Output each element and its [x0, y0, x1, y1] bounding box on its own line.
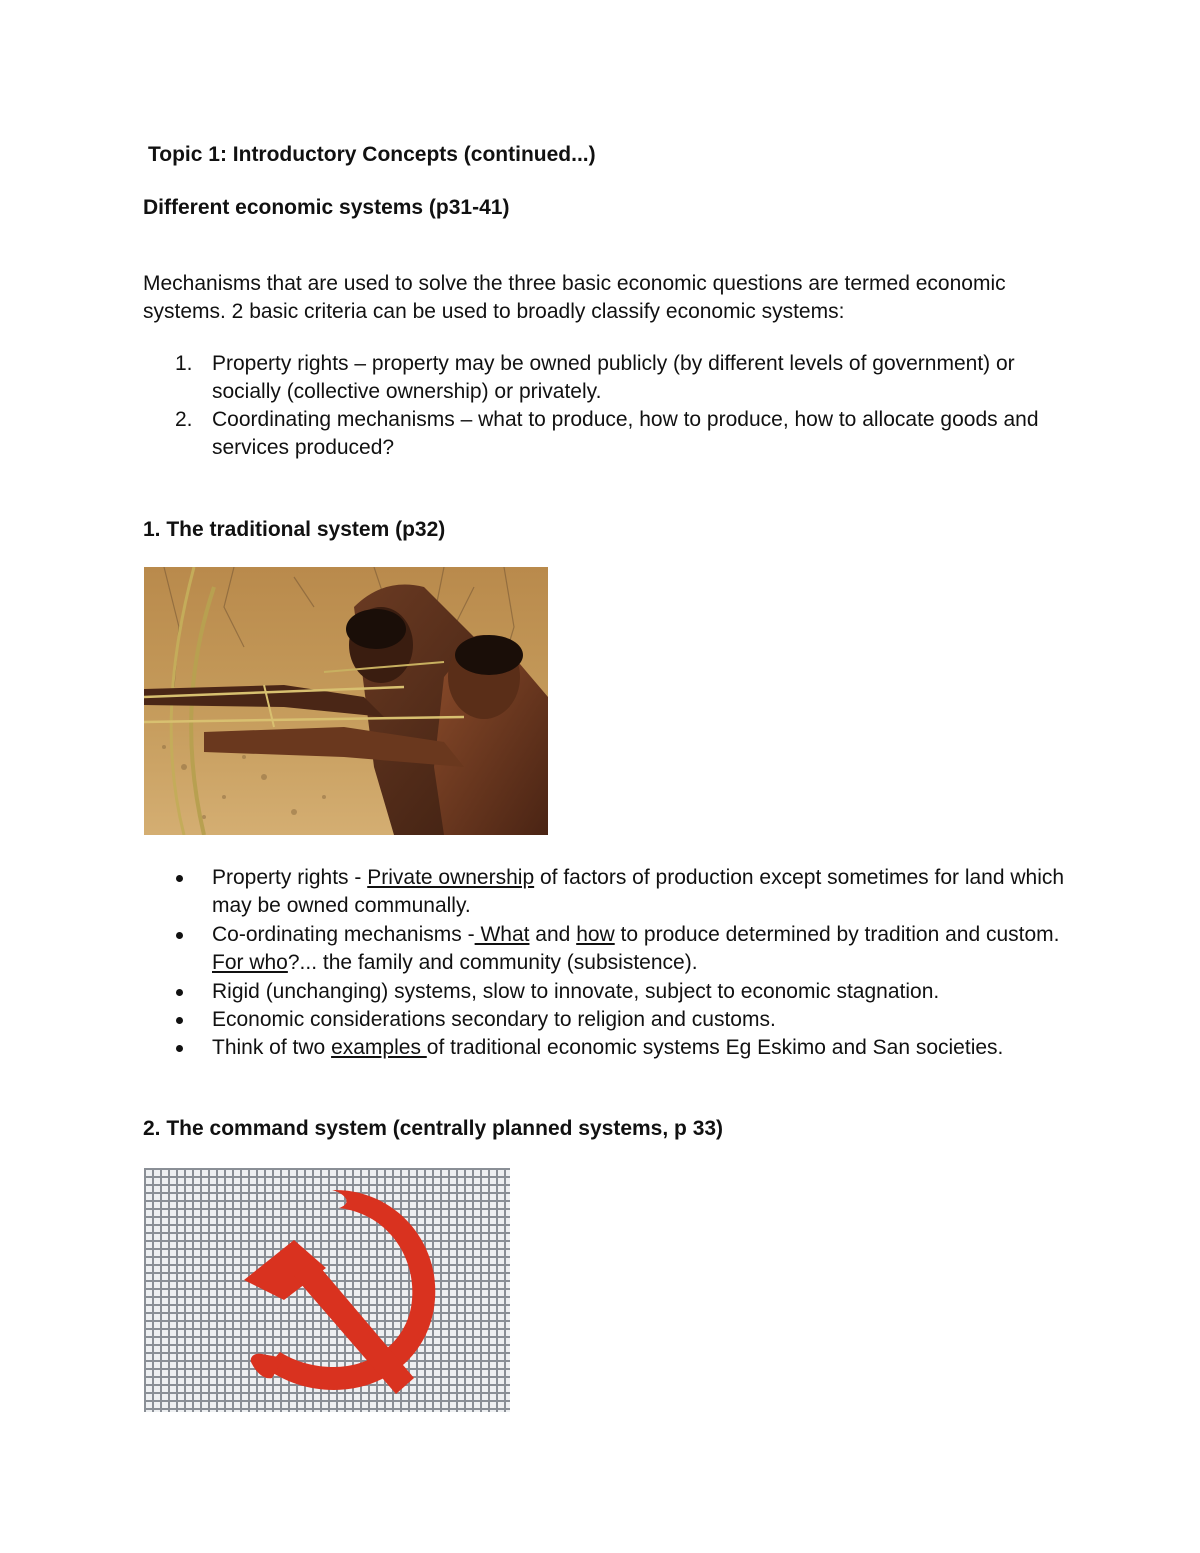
bullet-icon: [176, 1017, 183, 1024]
list-item: [143, 350, 1083, 406]
command-system-heading: 2. The command system (centrally planned systems, p 33): [143, 1117, 724, 1140]
list-item: Economic considerations secondary to religion and customs.: [143, 1006, 1083, 1034]
criteria-list: [143, 350, 1083, 462]
criterion-text: Property rights – property may be owned publicly (by different levels of government) or socially (collective ownership) or privately.: [212, 352, 1015, 403]
list-item: Rigid (unchanging) systems, slow to innovate, subject to economic stagnation.: [143, 978, 1083, 1006]
traditional-features-list: [143, 864, 1083, 1063]
list-item: Co-ordinating mechanisms - What and how to produce determined by tradition and custom. For who?... the family and community (subsistence).: [143, 921, 1083, 978]
underlined-term: For who: [212, 951, 288, 975]
list-number: 2.: [175, 408, 193, 431]
bullet-icon: [176, 875, 183, 882]
underlined-term: examples: [331, 1036, 427, 1060]
bullet-icon: [176, 1045, 183, 1052]
list-item: [143, 406, 1083, 462]
criterion-text: Coordinating mechanisms – what to produce, how to produce, how to allocate goods and services produced?: [212, 408, 1039, 459]
underlined-term: Private ownership: [367, 866, 535, 889]
traditional-system-heading: 1. The traditional system (p32): [143, 518, 446, 541]
list-item: Property rights - Private ownership of factors of production except sometimes for land which may be owned communally.: [143, 864, 1083, 921]
list-item: Think of two examples of traditional economic systems Eg Eskimo and San societies.: [143, 1034, 1083, 1062]
underlined-term: how: [576, 922, 615, 946]
underlined-term: What: [474, 922, 530, 946]
bullet-icon: [176, 989, 183, 996]
page-title: Topic 1: Introductory Concepts (continued...): [148, 143, 596, 166]
hunters-with-bows-photo: [144, 567, 548, 835]
bullet-icon: [176, 932, 183, 939]
intro-paragraph: Mechanisms that are used to solve the three basic economic questions are termed economic systems. 2 basic criteria can be used to broadly classify economic systems:: [143, 272, 1006, 323]
list-number: 1.: [175, 352, 193, 375]
hammer-and-sickle-icon: [144, 1168, 510, 1412]
section-heading: Different economic systems (p31-41): [143, 196, 510, 219]
